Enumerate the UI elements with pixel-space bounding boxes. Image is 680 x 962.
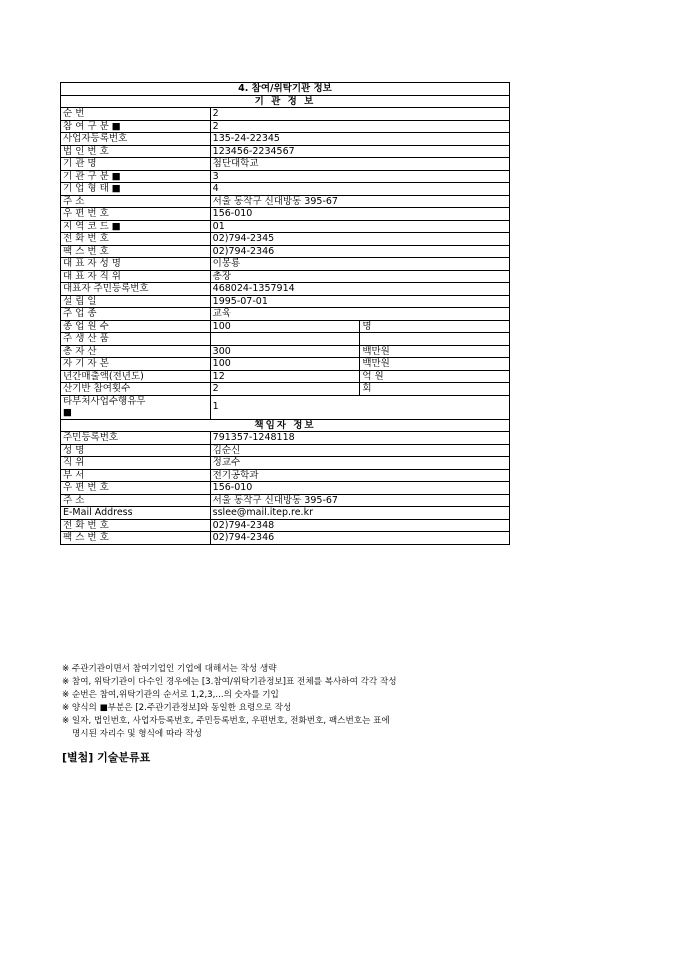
field-label: 대 표 자 직 위 xyxy=(61,270,211,283)
field-value xyxy=(210,333,360,346)
field-label: 산기반 참여횟수 xyxy=(61,383,211,396)
table-row xyxy=(61,245,510,258)
table-title: 4. 참여/위탁기관 정보 xyxy=(61,83,510,96)
field-value: 교육 xyxy=(210,308,509,321)
other-ministry-label: 타부처사업수행유무 xyxy=(63,395,146,407)
field-value: 2 xyxy=(210,120,509,133)
field-label: 순 번 xyxy=(61,108,211,121)
field-label: 설 립 일 xyxy=(61,295,211,308)
field-label: 우 편 번 호 xyxy=(61,208,211,221)
field-value: 1995-07-01 xyxy=(210,295,509,308)
field-label: 사업자등록번호 xyxy=(61,133,211,146)
field-value: 02)794-2345 xyxy=(210,233,509,246)
field-label: 대 표 자 성 명 xyxy=(61,258,211,271)
field-label: E-Mail Address xyxy=(61,507,211,520)
field-unit: 회 xyxy=(360,383,510,396)
table-row xyxy=(61,395,510,419)
field-value: 첨단대학교 xyxy=(210,158,509,171)
field-value: 2 xyxy=(210,383,360,396)
note: ※ 참여, 위탁기관이 다수인 경우에는 [3.참여/위탁기관정보]표 전체를 복사하여 각각 작성 xyxy=(62,677,397,687)
table-row xyxy=(61,208,510,221)
field-unit: 명 xyxy=(360,320,510,333)
table-row xyxy=(61,345,510,358)
field-label: 기 업 형 태 ■ xyxy=(61,183,211,196)
table-row xyxy=(61,295,510,308)
table-row xyxy=(61,133,510,146)
note: 명시된 자리수 및 형식에 따라 작성 xyxy=(72,729,202,739)
table-row xyxy=(61,258,510,271)
table-row xyxy=(61,457,510,470)
table-row xyxy=(61,120,510,133)
field-value: 서울 동작구 신대방동 395-67 xyxy=(210,195,509,208)
table-row xyxy=(61,158,510,171)
table-row xyxy=(61,419,510,432)
field-label: 참 여 구 분 ■ xyxy=(61,120,211,133)
field-value: 300 xyxy=(210,345,360,358)
field-label: 종 업 원 수 xyxy=(61,320,211,333)
responsible-section-header: 책임자 정보 xyxy=(61,419,510,432)
field-label: 부 서 xyxy=(61,469,211,482)
table-row xyxy=(61,469,510,482)
field-value: 3 xyxy=(210,170,509,183)
field-value: 135-24-22345 xyxy=(210,133,509,146)
basic-section-header: 기 관 정 보 xyxy=(61,95,510,108)
table-row xyxy=(61,220,510,233)
field-value: 156-010 xyxy=(210,482,509,495)
field-value: 02)794-2348 xyxy=(210,519,509,532)
table-row xyxy=(61,320,510,333)
field-label: 주 업 종 xyxy=(61,308,211,321)
field-value: 01 xyxy=(210,220,509,233)
field-label: 주 소 xyxy=(61,195,211,208)
field-label: 성 명 xyxy=(61,444,211,457)
table-row xyxy=(61,195,510,208)
field-label: 전 화 번 호 xyxy=(61,233,211,246)
field-value: 100 xyxy=(210,358,360,371)
field-value: 정교수 xyxy=(210,457,509,470)
note: ※ 주관기관이면서 참여기업인 기업에 대해서는 작성 생략 xyxy=(62,664,277,674)
field-value: 2 xyxy=(210,108,509,121)
note: ※ 양식의 ■부분은 [2.주관기관정보]와 동일한 요령으로 작성 xyxy=(62,703,292,713)
table-row xyxy=(61,494,510,507)
table-row xyxy=(61,507,510,520)
field-label: 주민등록번호 xyxy=(61,432,211,445)
field-value: 전기공학과 xyxy=(210,469,509,482)
field-value: 12 xyxy=(210,370,360,383)
field-value: 1 xyxy=(210,395,509,419)
field-value: 4 xyxy=(210,183,509,196)
table-row xyxy=(61,183,510,196)
field-label: 총 자 산 xyxy=(61,345,211,358)
field-value: 02)794-2346 xyxy=(210,245,509,258)
field-label: 팩 스 번 호 xyxy=(61,245,211,258)
table-row xyxy=(61,308,510,321)
table-row xyxy=(61,270,510,283)
mark-icon: ■ xyxy=(63,407,72,418)
field-label: 직 위 xyxy=(61,457,211,470)
field-value: sslee@mail.itep.re.kr xyxy=(210,507,509,520)
field-label: 팩 스 번 호 xyxy=(61,532,211,545)
table-row xyxy=(61,432,510,445)
field-label: 대표자 주민등록번호 xyxy=(61,283,211,296)
table-row xyxy=(61,358,510,371)
field-value: 총장 xyxy=(210,270,509,283)
field-label: 전 화 번 호 xyxy=(61,519,211,532)
table-row xyxy=(61,519,510,532)
note: ※ 일자, 법인번호, 사업자등록번호, 주민등록번호, 우편번호, 전화번호, 팩스번호는 표에 xyxy=(62,716,390,726)
field-unit: 백만원 xyxy=(360,358,510,371)
field-value: 791357-1248118 xyxy=(210,432,509,445)
field-value: 156-010 xyxy=(210,208,509,221)
field-label: 우 편 번 호 xyxy=(61,482,211,495)
field-label: 주 생 산 품 xyxy=(61,333,211,346)
field-unit: 억 원 xyxy=(360,370,510,383)
field-label: 자 기 자 본 xyxy=(61,358,211,371)
field-value: 468024-1357914 xyxy=(210,283,509,296)
table-row xyxy=(61,108,510,121)
table-row xyxy=(61,283,510,296)
attachment-title: [별첨] 기술분류표 xyxy=(62,751,151,764)
field-value: 서울 동작구 신대방동 395-67 xyxy=(210,494,509,507)
field-label: 법 인 번 호 xyxy=(61,145,211,158)
institution-info-table xyxy=(60,82,510,545)
field-value: 123456-2234567 xyxy=(210,145,509,158)
field-value: 김순신 xyxy=(210,444,509,457)
field-label: 주 소 xyxy=(61,494,211,507)
table-row xyxy=(61,333,510,346)
table-row xyxy=(61,444,510,457)
note: ※ 순번은 참여,위탁기관의 순서로 1,2,3,...의 숫자를 기입 xyxy=(62,690,279,700)
table-row xyxy=(61,383,510,396)
field-label: 기 관 명 xyxy=(61,158,211,171)
field-label: 기 관 구 분 ■ xyxy=(61,170,211,183)
table-row xyxy=(61,233,510,246)
field-value: 02)794-2346 xyxy=(210,532,509,545)
field-value: 100 xyxy=(210,320,360,333)
field-value: 이몽룡 xyxy=(210,258,509,271)
table-row xyxy=(61,532,510,545)
table-row xyxy=(61,170,510,183)
field-label xyxy=(61,395,211,419)
field-label: 지 역 코 드 ■ xyxy=(61,220,211,233)
table-row xyxy=(61,370,510,383)
field-unit: 백만원 xyxy=(360,345,510,358)
notes xyxy=(62,663,522,741)
field-label: 년간매출액(전년도) xyxy=(61,370,211,383)
table-row xyxy=(61,145,510,158)
table-row xyxy=(61,482,510,495)
field-unit xyxy=(360,333,510,346)
